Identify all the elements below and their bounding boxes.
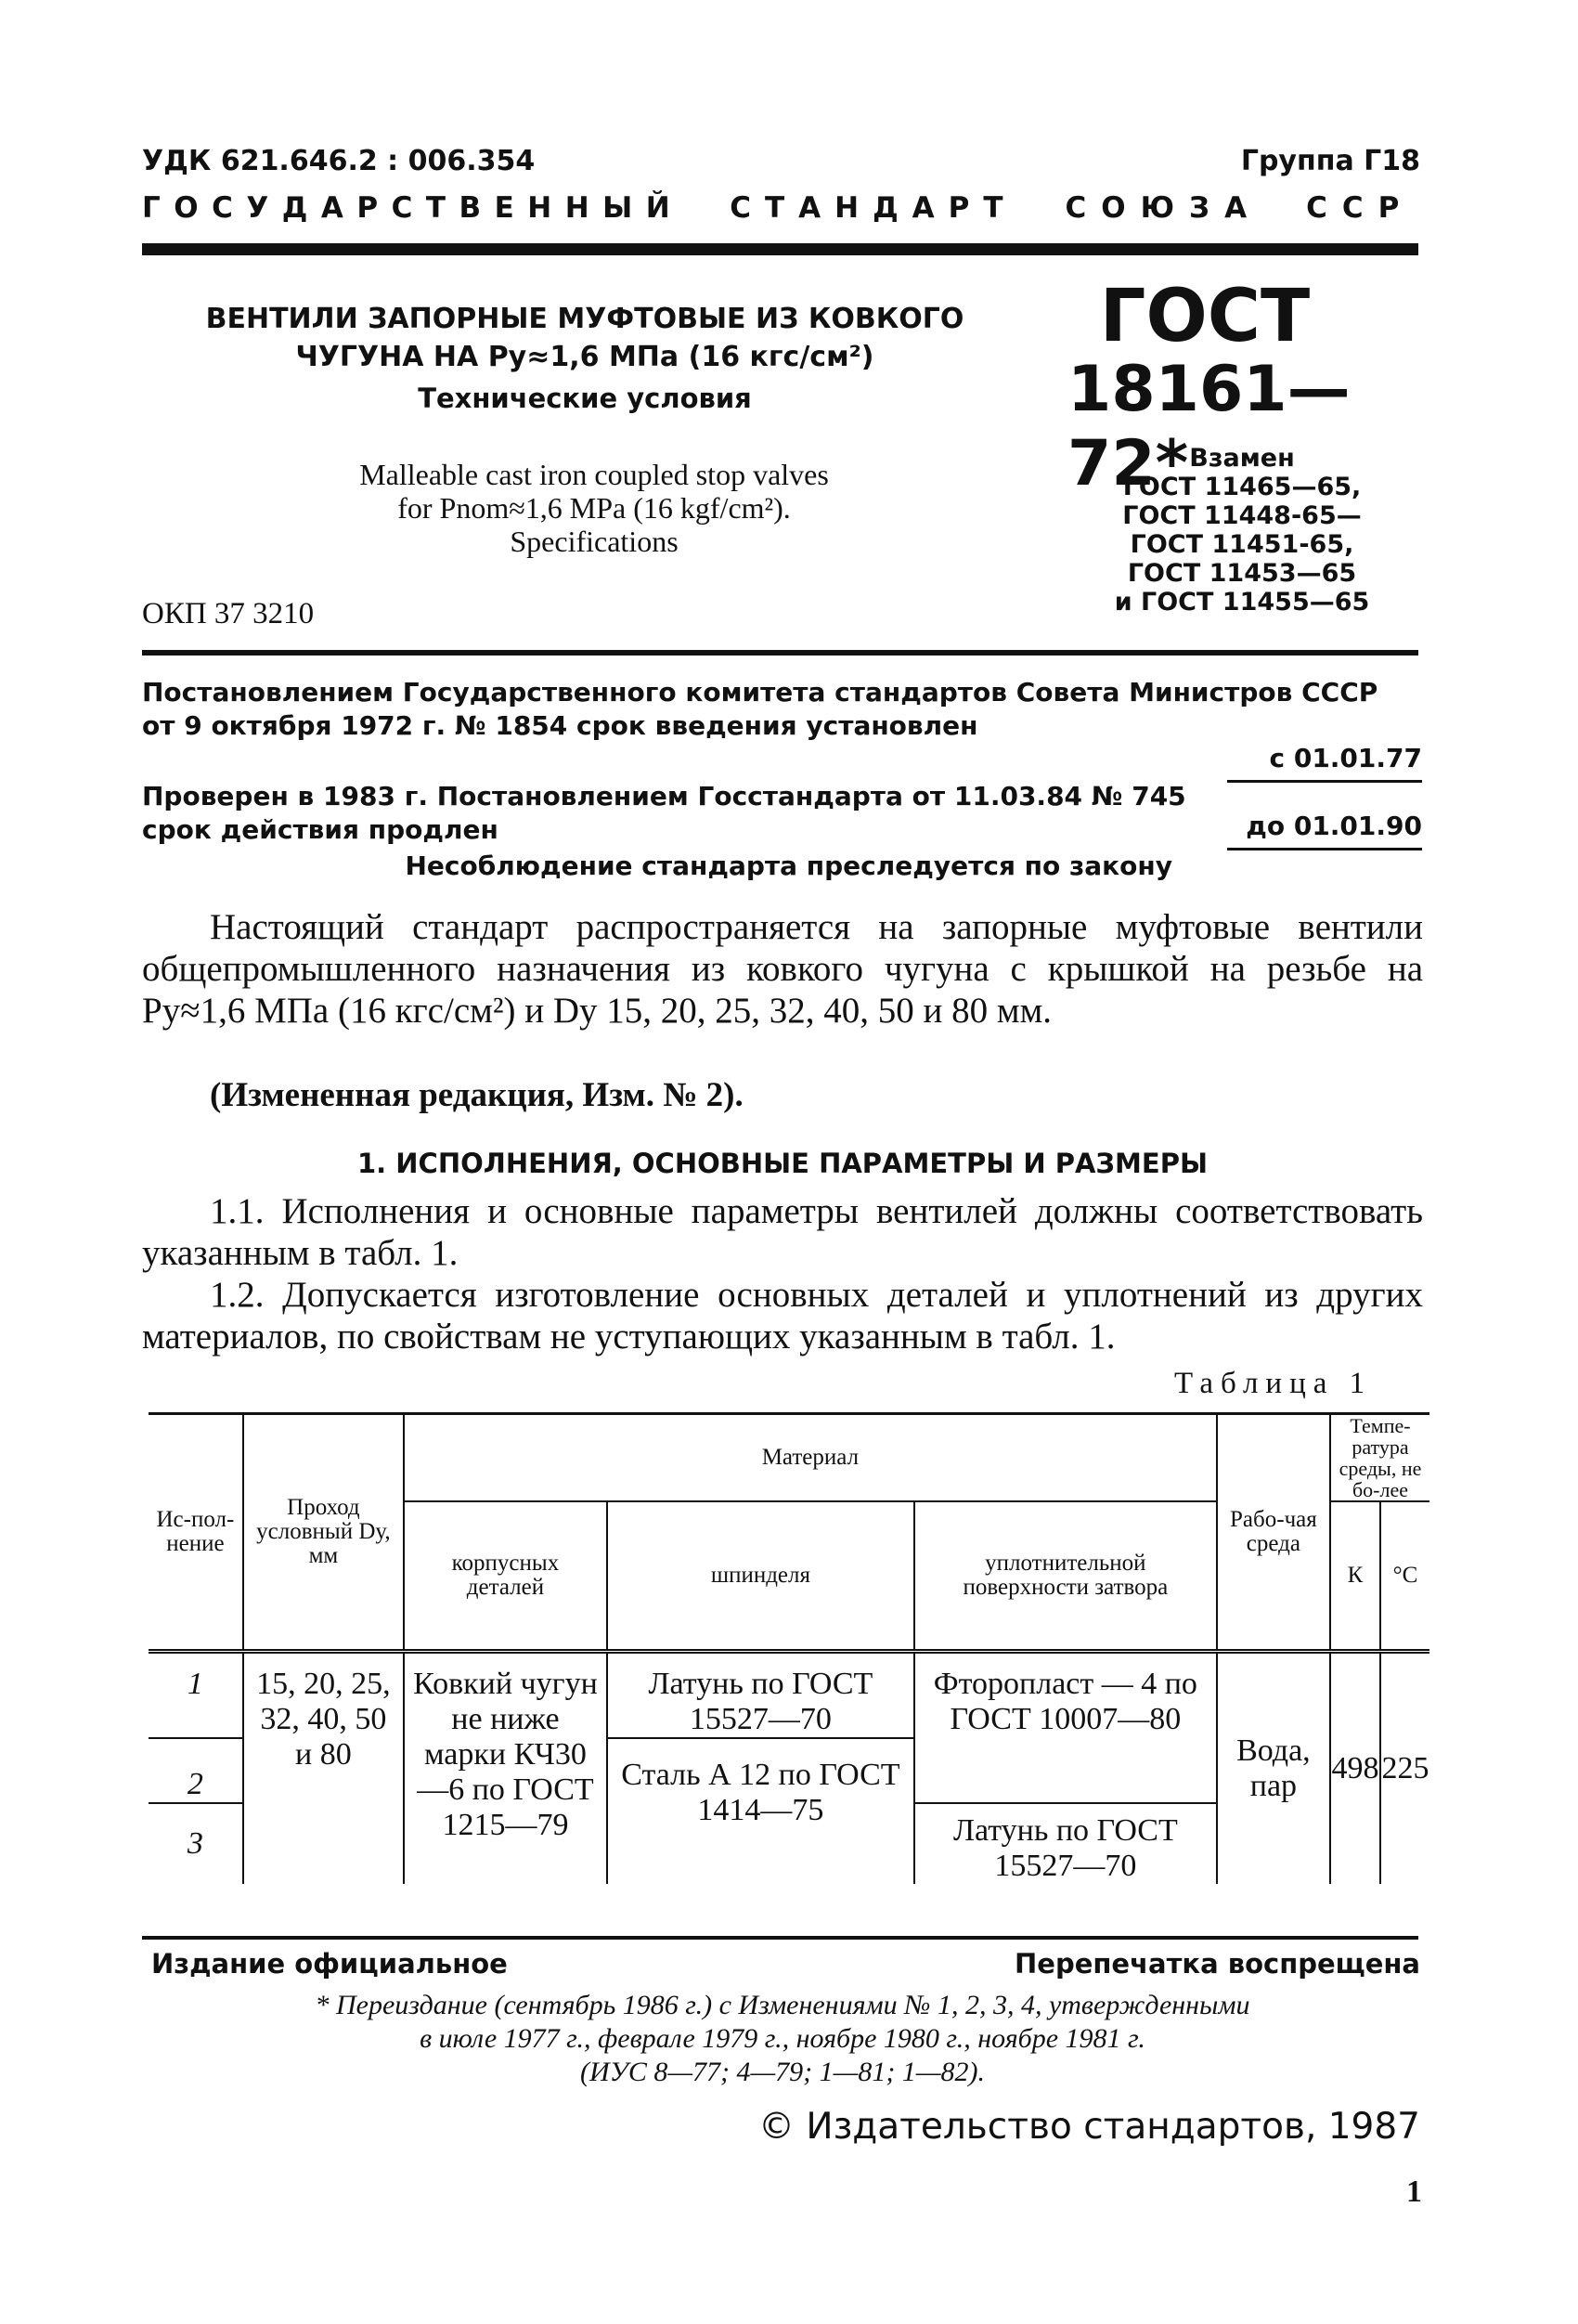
english-title (278, 458, 910, 558)
decree-line: Постановлением Государственного комитета стандартов Совета Министров СССР (142, 677, 1378, 708)
cell-medium: Вода, пар (1217, 1652, 1330, 1885)
document-title (176, 300, 993, 418)
reprint-prohibited: Перепечатка воспрещена (1015, 1948, 1420, 1980)
date-underline (1227, 780, 1422, 783)
group-code: Группа Г18 (1240, 145, 1420, 177)
title-line: ВЕНТИЛИ ЗАПОРНЫЕ МУФТОВЫЕ ИЗ КОВКОГО (205, 303, 964, 335)
replaces-title: Взамен (1189, 444, 1295, 473)
english-title-line: Specifications (510, 525, 679, 558)
edit-note: (Измененная редакция, Изм. № 2). (210, 1076, 744, 1114)
cell-temp-c: 225 (1380, 1652, 1429, 1885)
reissue-note-line: * Переиздание (сентябрь 1986 г.) с Изменениями № 1, 2, 3, 4, утвержденными (315, 1990, 1250, 2020)
header-spindle: шпинделя (607, 1501, 914, 1652)
english-title-line: for Pnom≈1,6 MPa (16 kgf/cm²). (397, 491, 791, 525)
effective-date: с 01.01.77 (1269, 743, 1422, 773)
footer-rule (142, 1936, 1418, 1940)
revision-text (142, 780, 1256, 847)
title-subtitle: Технические условия (418, 383, 752, 414)
revision-line: срок действия продлен (142, 814, 498, 845)
replaced-standard: и ГОСТ 11455—65 (1114, 588, 1370, 617)
copyright: © Издательство стандартов, 1987 (758, 2106, 1420, 2148)
intro-text: Настоящий стандарт распространяется на запорные муфтовые вентили общепромышленного назначения из ковкого чугуна с крышкой на резьбе на Pу≈1,6 МПа (16 кгс/см²) и Dу 15, 20, 25, 32, 40, 50 и 80 мм. (142, 907, 1423, 1031)
date-underline (1227, 848, 1422, 850)
paragraph-1-1: 1.1. Исполнения и основные параметры вентилей должны соответствовать указанным в табл. 1. (142, 1191, 1423, 1273)
official-edition: Издание официальное (151, 1948, 508, 1980)
table-row-execution: 1 (149, 1652, 243, 1739)
title-line: ЧУГУНА НА Pу≈1,6 МПа (16 кгс/см²) (295, 341, 874, 373)
replaced-standard: ГОСТ 11453—65 (1127, 559, 1357, 588)
cell-body-material: Ковкий чугун не ниже марки КЧ30—6 по ГОСТ 1215—79 (404, 1652, 607, 1885)
replaces-list (1075, 444, 1409, 617)
table-row-execution: 3 (149, 1803, 243, 1884)
reissue-note-line: (ИУС 8—77; 4—79; 1—81; 1—82). (579, 2057, 985, 2087)
cell-spindle-brass: Латунь по ГОСТ 15527—70 (607, 1652, 914, 1739)
penalty-notice: Несоблюдение стандарта преследуется по закону (405, 850, 1172, 881)
table-caption: Таблица 1 (1174, 1367, 1373, 1400)
table-1 (149, 1412, 1429, 1884)
okp-code: ОКП 37 3210 (142, 597, 315, 630)
header-celsius: °С (1380, 1501, 1429, 1652)
english-title-line: Malleable cast iron coupled stop valves (359, 458, 829, 491)
paragraph-1-2: 1.2. Допускается изготовление основных деталей и уплотнений из других материалов, по свойствам не уступающих указанным в табл. 1. (142, 1275, 1423, 1357)
expiry-date: до 01.01.90 (1246, 811, 1422, 841)
page-number: 1 (1406, 2175, 1422, 2209)
header-seal-surface: уплотнительной поверхности затвора (914, 1501, 1217, 1652)
cell-seal-brass: Латунь по ГОСТ 15527—70 (914, 1803, 1217, 1884)
gost-number: 18161—72* (1067, 353, 1351, 500)
decree-text (142, 676, 1423, 743)
banner-word: СТАНДАРТ (730, 191, 1017, 225)
cell-passage: 15, 20, 25, 32, 40, 50 и 80 (243, 1652, 404, 1885)
reissue-note-line: в июле 1977 г., феврале 1979 г., ноябре 1980 г., ноябре 1981 г. (420, 2023, 1145, 2054)
replaced-standard: ГОСТ 11448-65— (1122, 501, 1362, 530)
banner-word: ССР (1306, 191, 1415, 225)
replaced-standard: ГОСТ 11465—65, (1122, 473, 1362, 501)
decree-line: от 9 октября 1972 г. № 1854 срок введения установлен (142, 710, 978, 741)
header-kelvin: К (1330, 1501, 1380, 1652)
revision-line: Проверен в 1983 г. Постановлением Госстандарта от 11.03.84 № 745 (142, 781, 1186, 811)
header-rule (142, 243, 1418, 255)
intro-paragraph (142, 906, 1423, 1032)
cell-spindle-steel: Сталь А 12 по ГОСТ 1414—75 (607, 1738, 914, 1884)
table-row-execution: 2 (149, 1738, 243, 1803)
banner-word: СОЮЗА (1065, 191, 1262, 225)
state-standard-banner (142, 191, 1418, 225)
header-body-parts: корпусных деталей (404, 1501, 607, 1652)
header-material: Материал (404, 1414, 1217, 1502)
header-temperature: Темпе-ратура среды, не бо-лее (1330, 1414, 1429, 1502)
header-execution: Ис-пол-нение (149, 1414, 243, 1652)
cell-temp-k: 498 (1330, 1652, 1380, 1885)
banner-word: ГОСУДАРСТВЕННЫЙ (142, 191, 684, 225)
gost-label: ГОСТ (1099, 275, 1311, 358)
section-heading: 1. ИСПОЛНЕНИЯ, ОСНОВНЫЕ ПАРАМЕТРЫ И РАЗМЕРЫ (356, 1148, 1208, 1179)
cell-seal-fluoroplastic: Фторопласт — 4 по ГОСТ 10007—80 (914, 1652, 1217, 1804)
header-passage: Проход условный Dу, мм (243, 1414, 404, 1652)
section-rule (142, 650, 1418, 656)
header-medium: Рабо-чая среда (1217, 1414, 1330, 1652)
replaced-standard: ГОСТ 11451-65, (1130, 530, 1354, 559)
udk-code: УДК 621.646.2 : 006.354 (142, 145, 536, 177)
reissue-note (142, 1989, 1423, 2089)
